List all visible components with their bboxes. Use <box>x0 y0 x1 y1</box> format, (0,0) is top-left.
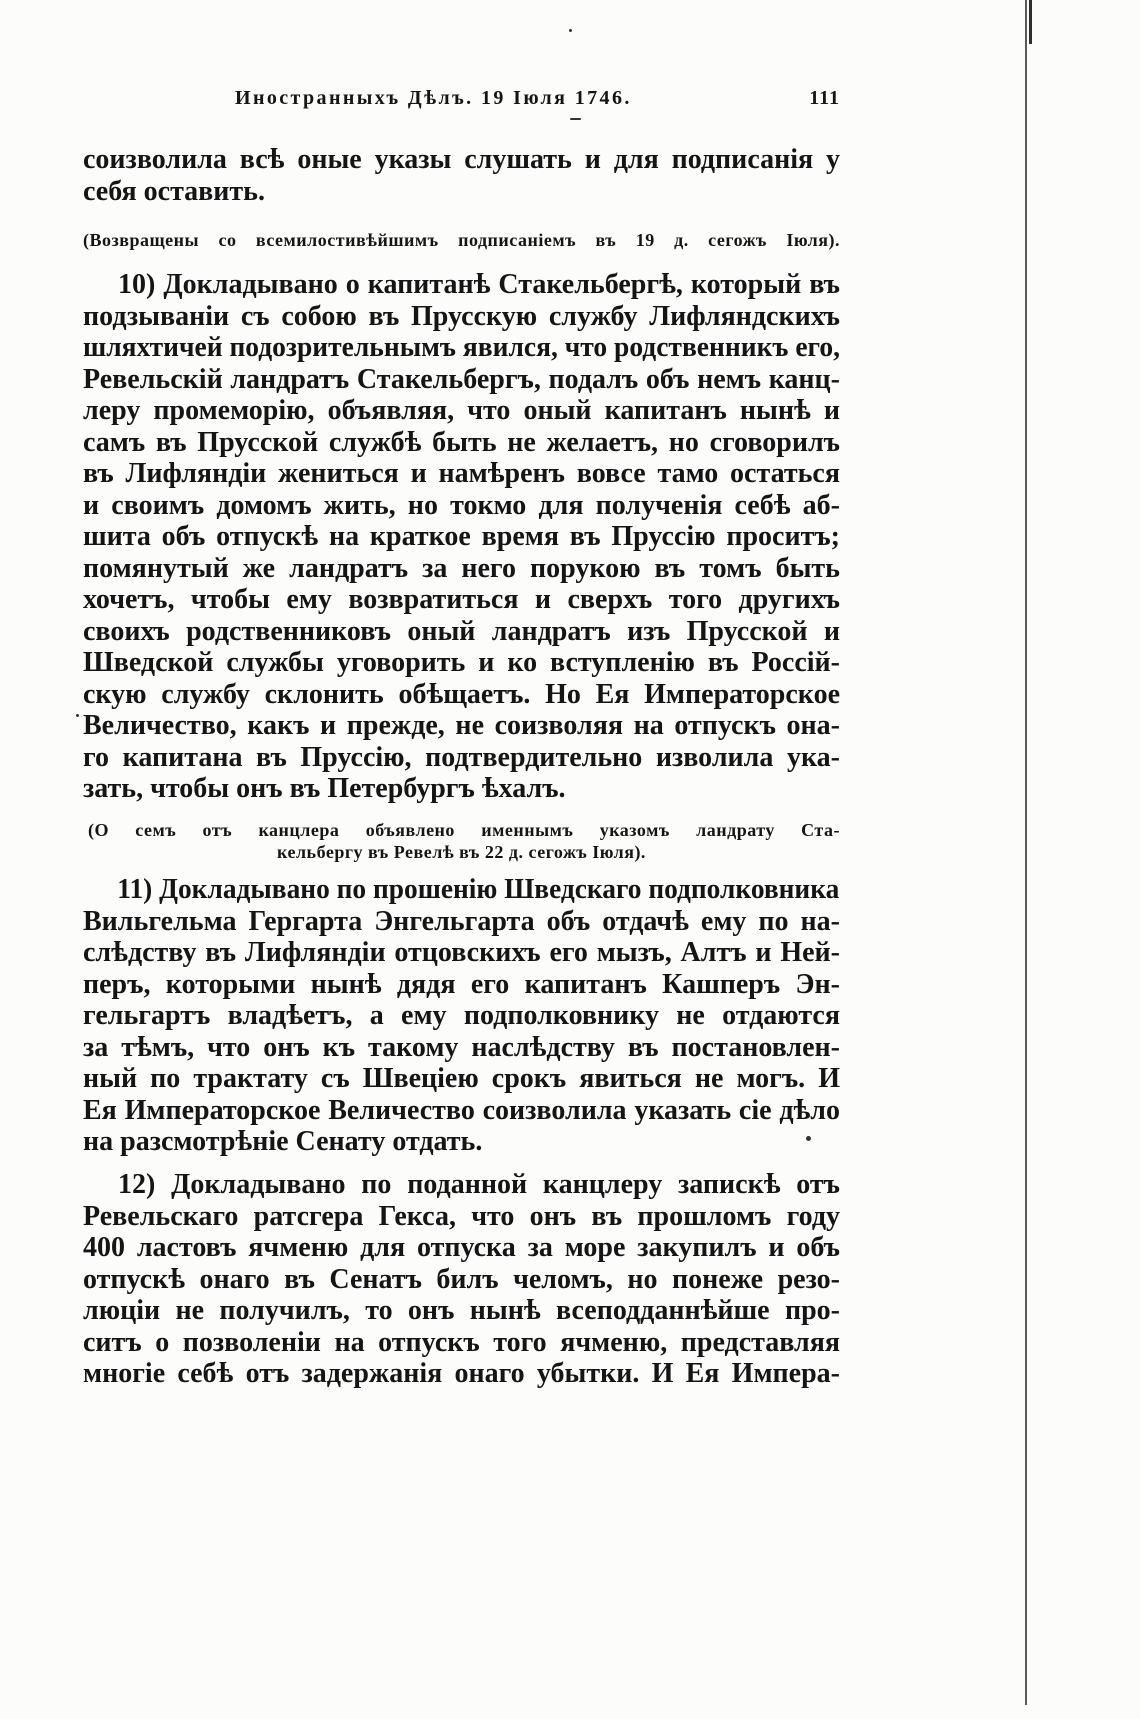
running-head: Иностранныхъ Дѣлъ. 19 Іюля 1746. <box>235 87 632 109</box>
paragraph-line: Ея Императорское Величество соизволила указать сіе дѣло <box>83 1094 840 1126</box>
paragraph-line: Ревельскій ландратъ Стакельбергъ, подалъ объ немъ канц- <box>83 363 840 395</box>
paragraph-line: и своимъ домомъ жить, но токмо для полученія себѣ аб- <box>83 489 840 521</box>
paragraph-line: своихъ родственниковъ оный ландратъ изъ Прусской и <box>83 615 840 647</box>
paragraph-line: за тѣмъ, что онъ къ такому наслѣдству въ постановлен- <box>83 1031 840 1063</box>
paragraph-line: хочетъ, чтобы ему возвратиться и сверхъ того другихъ <box>83 584 840 615</box>
paragraph-line: шита объ отпускѣ на краткое время въ Пруссію проситъ; <box>83 521 840 552</box>
paragraph-line: ситъ о позволеніи на отпускъ того ячменю, представляя <box>83 1326 840 1358</box>
scan-edge-mark <box>1029 0 1032 44</box>
paragraph-line: Ревельскаго ратсгера Гекса, что онъ въ прошломъ году <box>83 1200 840 1232</box>
paragraph-line: 11) Докладывано по прошенію Шведскаго подполковника <box>117 874 840 905</box>
paragraph-line: скую службу склонить обѣщаетъ. Но Ея Императорское <box>83 678 840 710</box>
paragraph-line: многіе себѣ отъ задержанія онаго убытки. И Ея Импера- <box>83 1358 840 1389</box>
paragraph-line: себя оставить. <box>83 175 265 207</box>
page-number: 111 <box>809 87 840 109</box>
scan-speck <box>569 29 572 32</box>
scan-speck <box>570 118 581 120</box>
paragraph-line: Вильгельма Гергарта Энгельгарта объ отдачѣ ему по на- <box>83 905 840 937</box>
paragraph-line: самъ въ Прусской службѣ быть не желаетъ, но сговорилъ <box>83 426 840 458</box>
paragraph-item-12 <box>83 1169 840 1390</box>
paragraph-item-10 <box>83 269 840 805</box>
note-line: кельбергу въ Ревелѣ въ 22 д. сегожъ Іюля). <box>277 842 646 862</box>
paragraph-continuation <box>83 144 840 207</box>
paragraph-line: ный по трактату съ Швеціею срокъ явиться не могъ. И <box>83 1063 840 1094</box>
paragraph-line: 400 ластовъ ячменю для отпуска за море закупилъ и объ <box>83 1232 840 1263</box>
paragraph-line: леру промеморію, объявляя, что оный капитанъ нынѣ и <box>83 395 840 426</box>
note-returned-signed <box>83 229 840 251</box>
scan-edge-line <box>1025 0 1027 1705</box>
paragraph-line: помянутый же ландратъ за него порукою въ томъ быть <box>83 552 840 584</box>
paragraph-line: Шведской службы уговорить и ко вступленію въ Россій- <box>83 647 840 678</box>
paragraph-line: слѣдству въ Лифляндіи отцовскихъ его мызъ, Алтъ и Ней- <box>83 937 840 968</box>
paragraph-line: 12) Докладывано по поданной канцлеру запискѣ отъ <box>118 1169 840 1200</box>
paragraph-line: шляхтичей подозрительнымъ явился, что родственникъ его, <box>83 332 841 363</box>
paragraph-line: соизволила всѣ оные указы слушать и для подписанія у <box>83 144 840 175</box>
paragraph-line: зать, чтобы онъ въ Петербургъ ѣхалъ. <box>83 773 566 804</box>
paragraph-item-11 <box>83 874 840 1158</box>
paragraph-line: Величество, какъ и прежде, не соизволяя на отпускъ она- <box>83 710 840 741</box>
paragraph-line: го капитана въ Пруссію, подтвердительно изволила ука- <box>83 741 840 773</box>
note-chancellor-decree <box>83 819 840 863</box>
paragraph-line: подзываніи съ собою въ Прусскую службу Лифляндскихъ <box>83 300 840 332</box>
paragraph-line: отпускѣ онаго въ Сенатъ билъ челомъ, но понеже резо- <box>83 1263 840 1295</box>
paragraph-line: на разсмотрѣніе Сенату отдать. <box>83 1126 483 1157</box>
paragraph-line: гельгартъ владѣетъ, а ему подполковнику не отдаются <box>83 1000 840 1031</box>
note-line: (Возвращены со всемилостивѣйшимъ подписаніемъ въ 19 д. сегожъ Іюля). <box>83 230 840 250</box>
paragraph-line: 10) Докладывано о капитанѣ Стакельбергѣ, который въ <box>118 269 840 300</box>
note-line: (О семъ отъ канцлера объявлено именнымъ указомъ ландрату Ста- <box>88 820 840 840</box>
paragraph-line: перъ, которыми нынѣ дядя его капитанъ Кашперъ Эн- <box>83 968 840 1000</box>
paragraph-line: люціи не получилъ, то онъ нынѣ всеподданнѣйше про- <box>83 1295 840 1326</box>
paragraph-line: въ Лифляндіи жениться и намѣренъ вовсе тамо остаться <box>83 458 840 489</box>
scan-speck <box>76 714 79 717</box>
